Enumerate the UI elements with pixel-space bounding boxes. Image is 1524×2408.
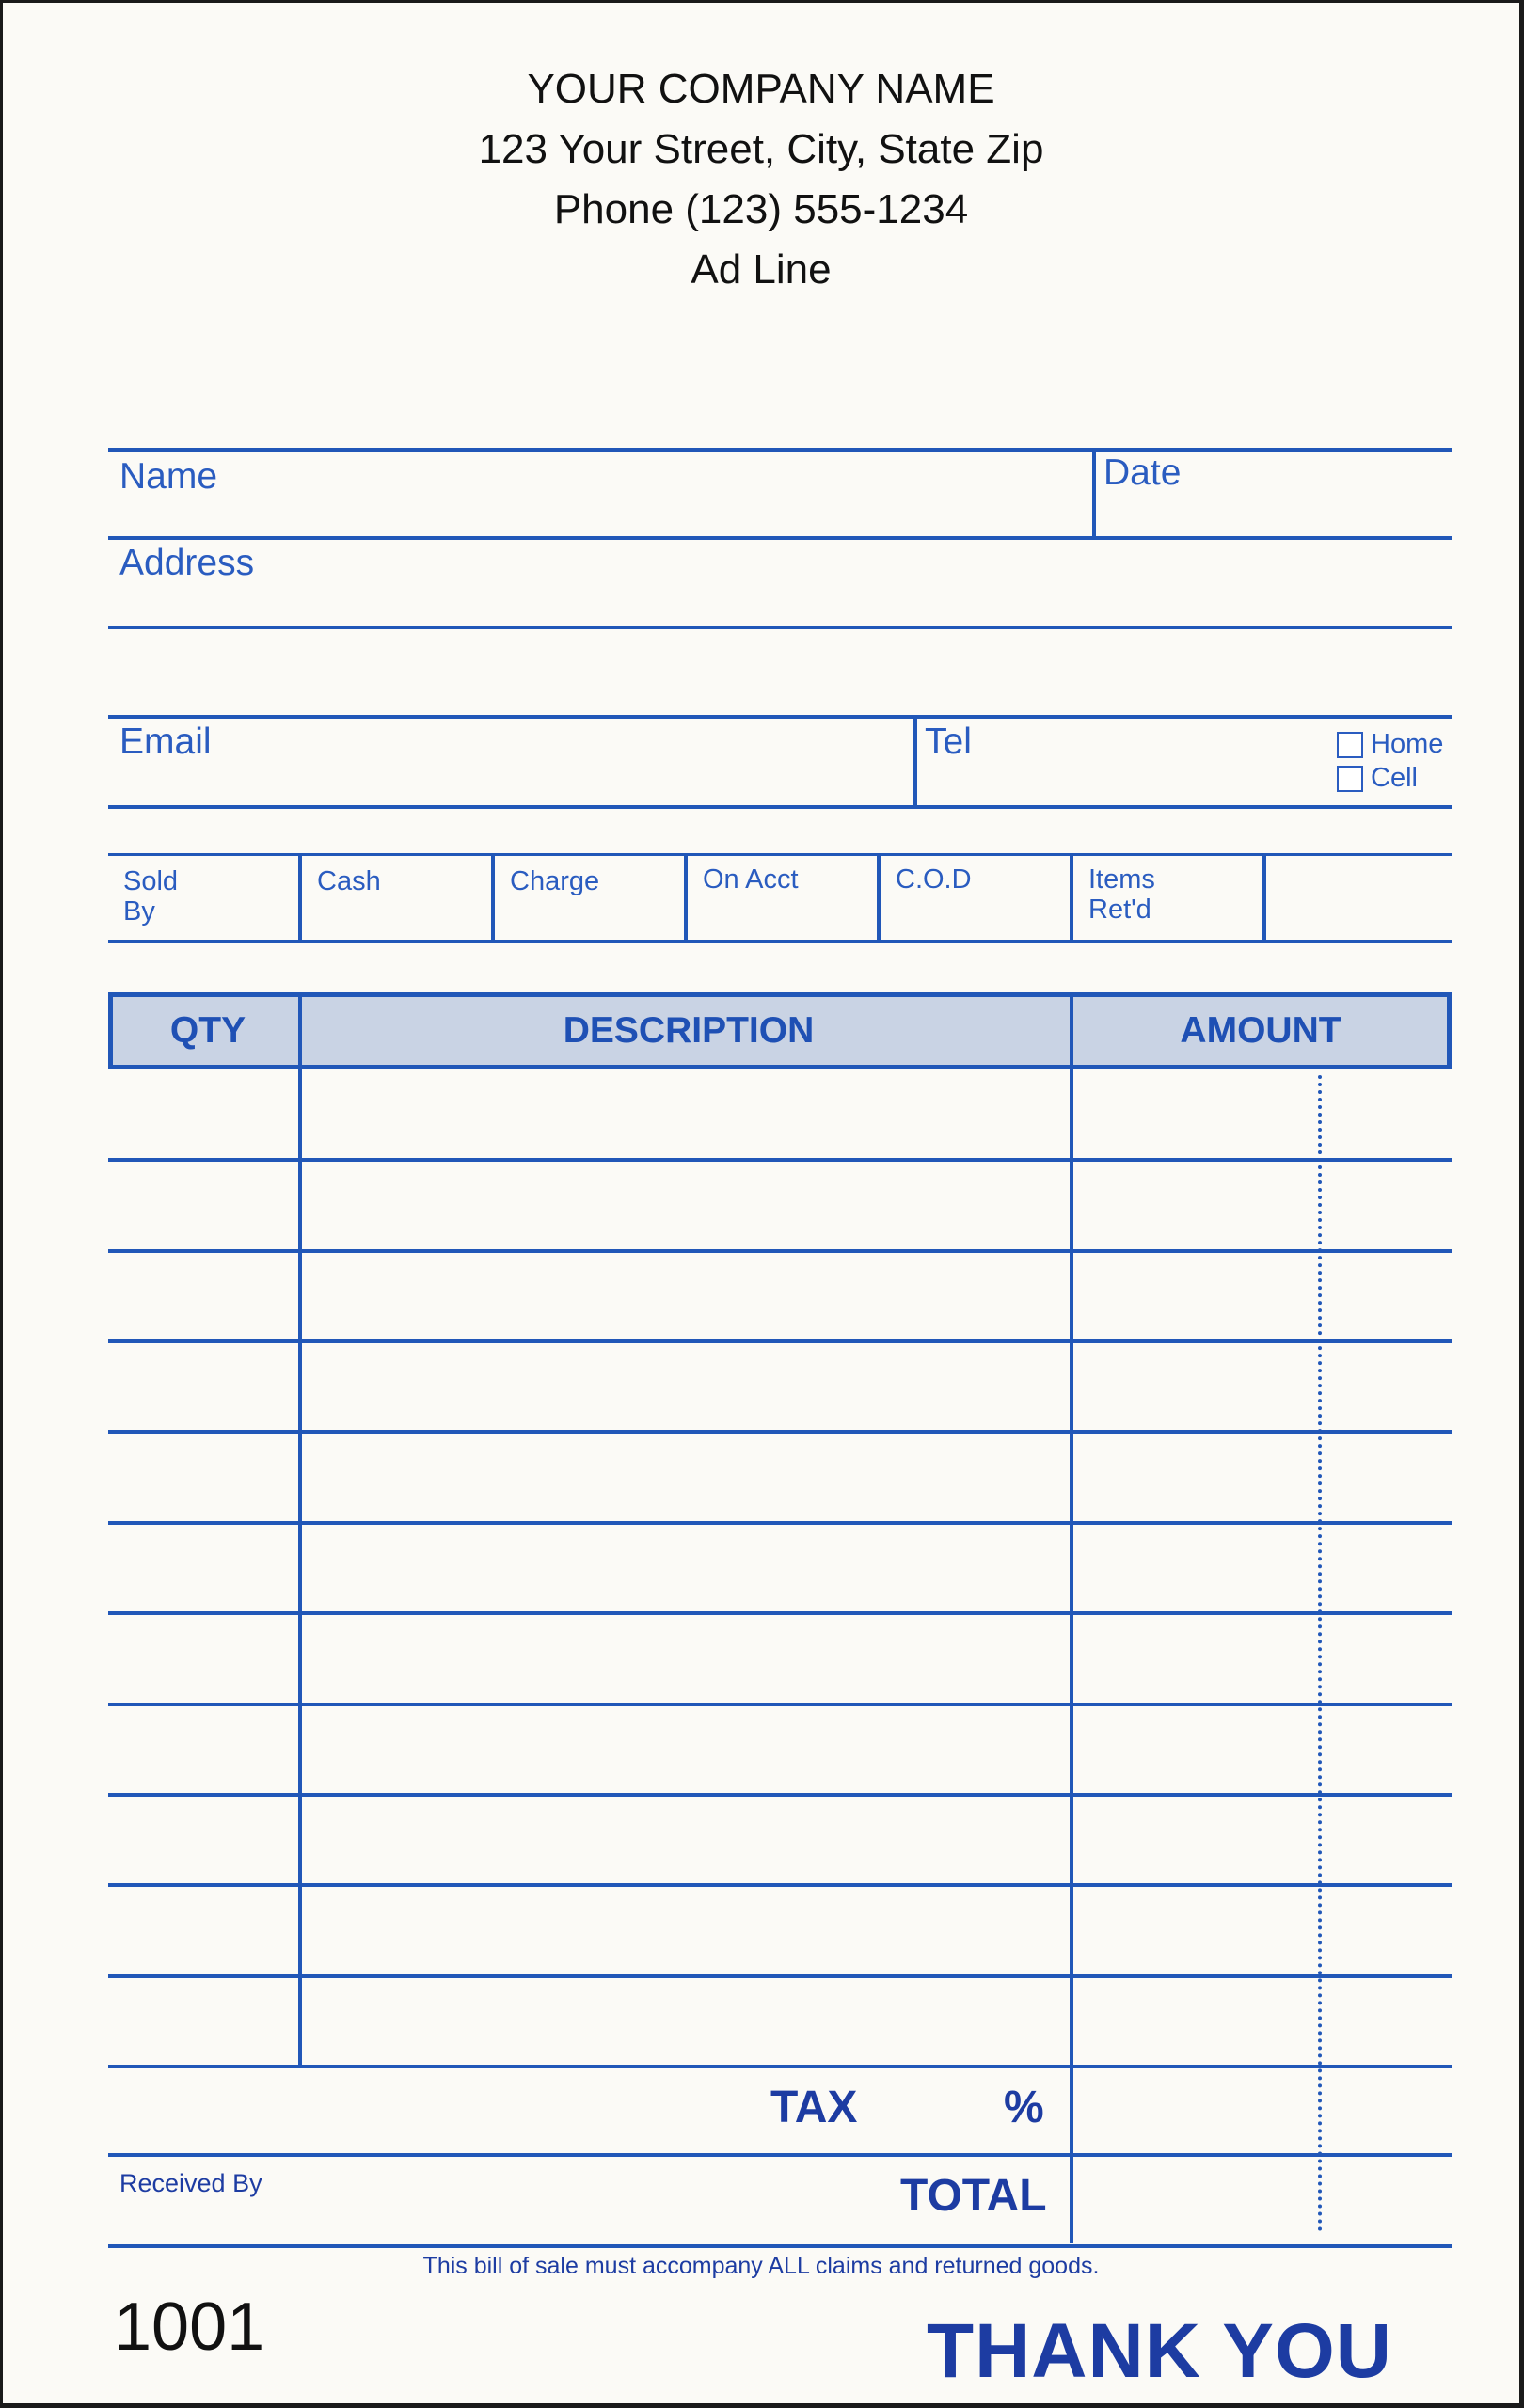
table-row-line — [108, 1430, 1452, 1434]
divider — [877, 853, 881, 943]
divider — [108, 2244, 1452, 2248]
cell-label: Cell — [1371, 763, 1418, 793]
home-checkbox[interactable] — [1337, 732, 1363, 758]
description-column-header: DESCRIPTION — [563, 1010, 815, 1051]
table-row-line — [108, 1793, 1452, 1797]
home-label: Home — [1371, 729, 1444, 759]
divider — [1262, 853, 1266, 943]
table-row-line — [108, 1703, 1452, 1706]
qty-column-divider — [298, 992, 302, 2067]
divider — [298, 853, 302, 943]
charge-label: Charge — [510, 866, 600, 896]
date-field[interactable] — [1198, 454, 1442, 530]
company-phone: Phone (123) 555-1234 — [553, 186, 969, 232]
table-row-line — [108, 2065, 1452, 2068]
email-field[interactable] — [229, 721, 906, 800]
date-label: Date — [1103, 452, 1182, 493]
divider — [491, 853, 495, 943]
name-label: Name — [119, 456, 218, 497]
divider — [1070, 853, 1073, 943]
divider — [913, 715, 917, 809]
tax-label: TAX — [770, 2083, 858, 2132]
divider — [1092, 448, 1096, 540]
received-by-field[interactable] — [285, 2159, 755, 2238]
table-row-line — [108, 1339, 1452, 1343]
name-field[interactable] — [210, 454, 1075, 530]
amount-column-header: AMOUNT — [1180, 1010, 1341, 1051]
divider — [108, 805, 1452, 809]
table-row-line — [108, 1521, 1452, 1525]
company-ad-line: Ad Line — [691, 246, 832, 293]
items-table-header — [108, 992, 1452, 1069]
table-row-line — [108, 1974, 1452, 1978]
divider — [108, 536, 1452, 540]
tel-label: Tel — [925, 721, 972, 762]
claims-notice: This bill of sale must accompany ALL claims and returned goods. — [422, 2253, 1100, 2279]
total-label: TOTAL — [900, 2171, 1047, 2221]
qty-column-header: QTY — [169, 1010, 246, 1051]
divider — [108, 715, 1452, 719]
tel-field[interactable] — [1000, 721, 1329, 800]
company-name: YOUR COMPANY NAME — [527, 66, 995, 112]
tax-amount-field[interactable] — [1077, 2068, 1444, 2151]
total-amount-field[interactable] — [1077, 2159, 1444, 2238]
divider — [108, 853, 1452, 856]
thank-you-text: THANK YOU — [927, 2308, 1392, 2394]
cod-label: C.O.D — [896, 864, 972, 895]
form-number: 1001 — [114, 2289, 265, 2365]
cell-option[interactable] — [1337, 763, 1418, 794]
table-row-line — [108, 1249, 1452, 1253]
divider — [684, 853, 688, 943]
company-address: 123 Your Street, City, State Zip — [478, 126, 1044, 172]
received-by-label: Received By — [119, 2169, 262, 2197]
items-retd-label: Items Ret'd — [1088, 864, 1155, 925]
email-label: Email — [119, 721, 212, 762]
divider — [108, 448, 1452, 452]
sold-by-label: Sold By — [123, 866, 179, 927]
address-label: Address — [119, 543, 255, 583]
divider — [108, 940, 1452, 943]
divider — [108, 2153, 1452, 2157]
cash-label: Cash — [317, 866, 381, 896]
table-row-line — [108, 1883, 1452, 1887]
cell-checkbox[interactable] — [1337, 766, 1363, 792]
bill-of-sale-form — [3, 3, 1519, 2403]
amount-column-divider — [1070, 992, 1073, 2243]
home-option[interactable] — [1337, 729, 1443, 760]
divider — [108, 626, 1452, 629]
tax-percent-sign: % — [1004, 2083, 1044, 2132]
table-row-line — [108, 1611, 1452, 1615]
on-acct-label: On Acct — [703, 864, 799, 895]
table-row-line — [108, 1158, 1452, 1162]
